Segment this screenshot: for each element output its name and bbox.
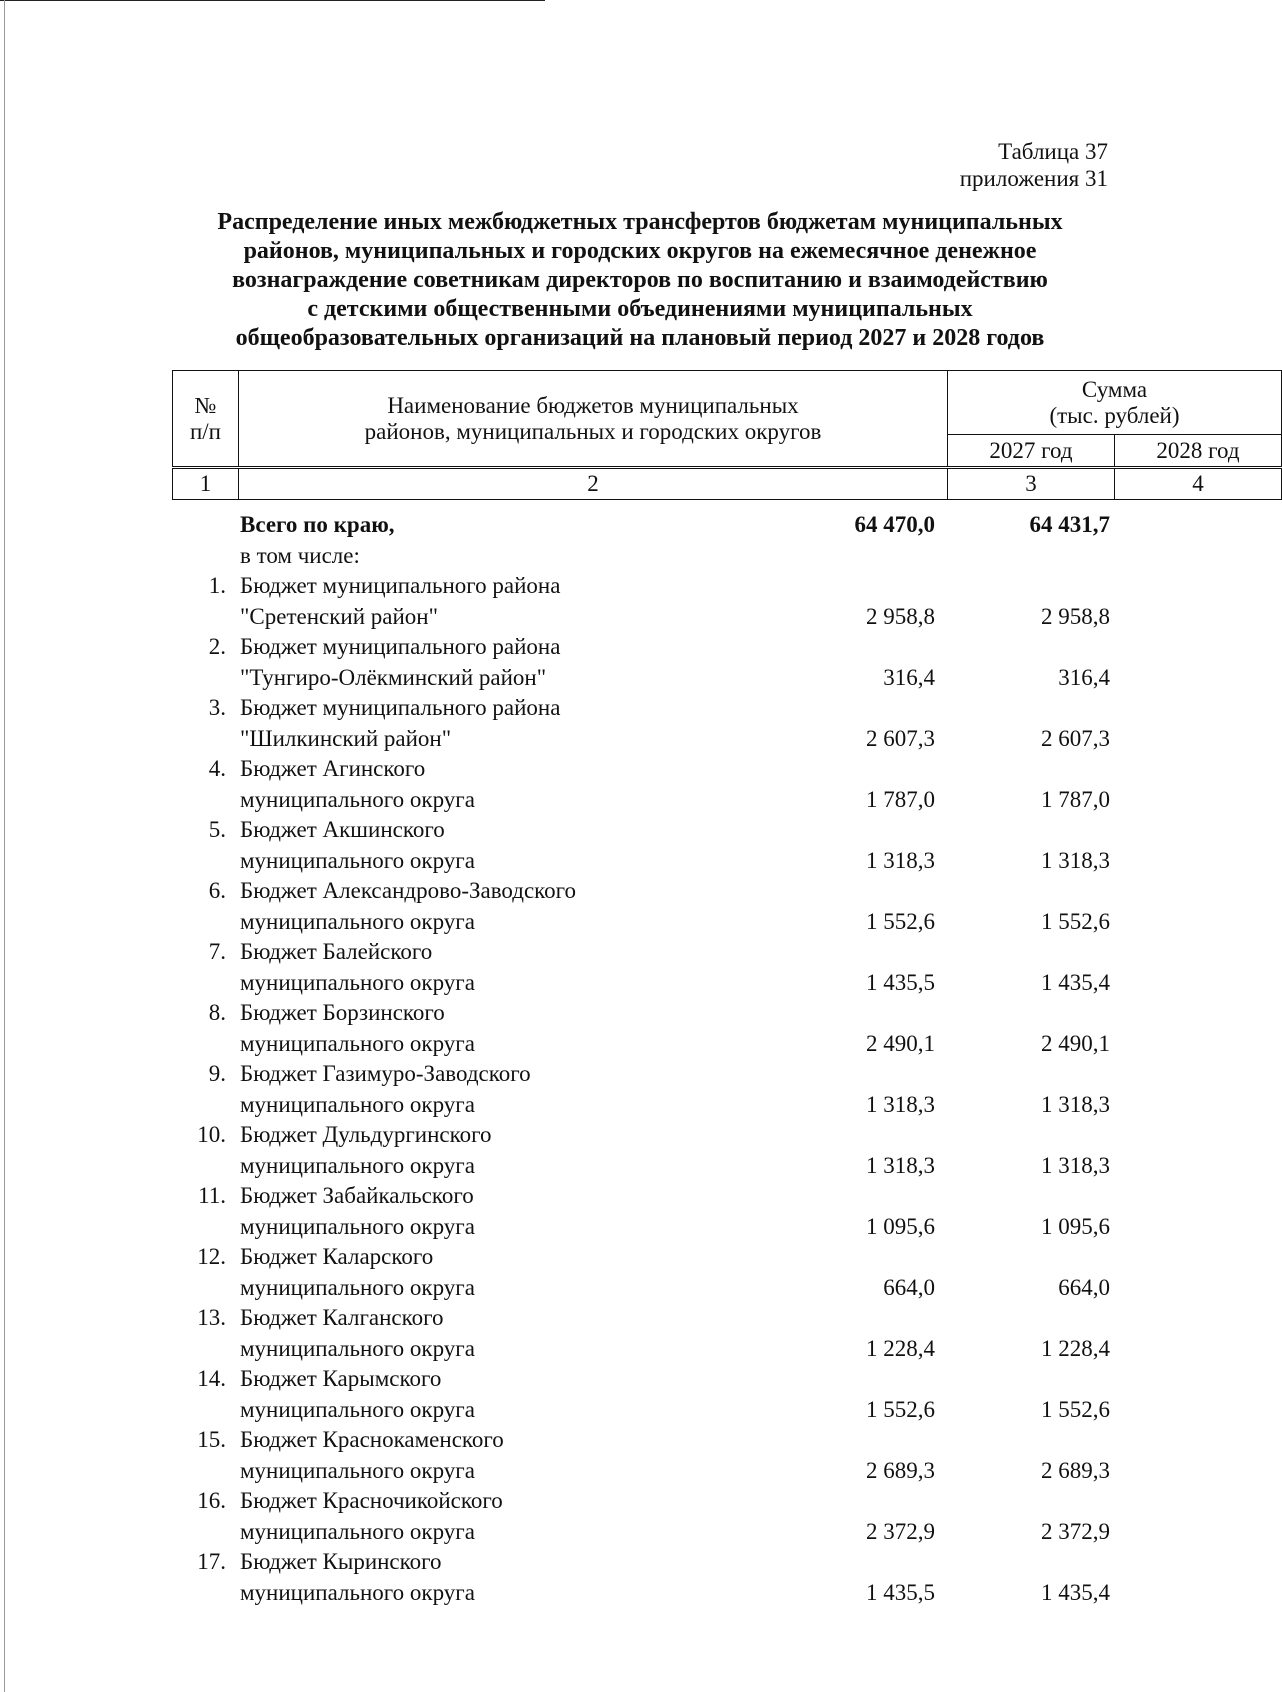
row-number: 4. — [208, 756, 226, 781]
column-number-row — [172, 468, 1204, 500]
row-name-line2: муниципального округа — [240, 1213, 475, 1239]
row-value-2028: 1 552,6 — [1041, 908, 1110, 934]
header-sum-unit: (тыс. рублей) — [1049, 402, 1180, 428]
title-line: общеобразовательных организаций на плановый период 2027 и 2028 годов — [235, 325, 1045, 351]
row-number: 6. — [208, 878, 226, 903]
row-value-2027: 2 372,9 — [866, 1518, 935, 1544]
table-row — [172, 1364, 1110, 1425]
row-name-line1: Бюджет Акшинского — [240, 817, 445, 842]
row-number: 11. — [198, 1183, 226, 1208]
table-row — [172, 754, 1110, 815]
row-value-2027: 2 689,3 — [866, 1457, 935, 1483]
row-name-line1: Бюджет Газимуро-Заводского — [240, 1061, 531, 1086]
row-name-line1: Бюджет Балейского — [240, 939, 433, 964]
row-name-line1: Бюджет муниципального района — [240, 695, 561, 720]
row-number: 5. — [208, 817, 226, 842]
row-name-line1: Бюджет Калганского — [240, 1305, 444, 1330]
total-value-2027: 64 470,0 — [854, 512, 935, 537]
row-value-2027: 1 787,0 — [866, 786, 935, 812]
header-name-line1: Наименование бюджетов муниципальных — [387, 392, 799, 418]
table-row — [172, 571, 1110, 632]
row-value-2027: 2 958,8 — [866, 603, 935, 629]
row-value-2028: 316,4 — [1058, 664, 1110, 690]
row-name-line1: Бюджет Александрово-Заводского — [240, 878, 577, 903]
row-value-2028: 1 435,4 — [1041, 969, 1110, 995]
row-value-2028: 1 552,6 — [1041, 1396, 1110, 1422]
row-name-line2: муниципального округа — [240, 847, 475, 873]
row-name-line2: "Сретенский район" — [240, 603, 438, 629]
row-value-2028: 1 318,3 — [1041, 847, 1110, 873]
table-row — [172, 1242, 1110, 1303]
table-header — [172, 370, 1240, 468]
row-value-2027: 1 095,6 — [866, 1213, 935, 1239]
row-value-2027: 1 318,3 — [866, 1091, 935, 1117]
row-number: 12. — [197, 1244, 226, 1269]
row-value-2028: 1 228,4 — [1041, 1335, 1110, 1361]
row-value-2027: 664,0 — [883, 1274, 935, 1300]
total-row — [172, 510, 1110, 541]
column-number: 4 — [1114, 468, 1282, 500]
column-number: 3 — [947, 468, 1115, 500]
total-value-2028: 64 431,7 — [1029, 512, 1110, 537]
row-number: 3. — [208, 695, 226, 720]
document-title — [160, 208, 1120, 353]
row-name-line2: муниципального округа — [240, 1152, 475, 1178]
table-row — [172, 1547, 1110, 1608]
row-value-2027: 1 228,4 — [866, 1335, 935, 1361]
table-row — [172, 815, 1110, 876]
row-value-2028: 2 490,1 — [1041, 1030, 1110, 1056]
row-number: 13. — [197, 1305, 226, 1330]
table-reference — [960, 138, 1108, 192]
row-value-2027: 1 435,5 — [866, 1579, 935, 1605]
table-row — [172, 1425, 1110, 1486]
title-line: районов, муниципальных и городских округов на ежемесячное денежное — [243, 238, 1037, 264]
row-number: 16. — [197, 1488, 226, 1513]
table-number: Таблица 37 — [998, 139, 1108, 164]
title-line: вознаграждение советникам директоров по воспитанию и взаимодействию — [232, 267, 1048, 293]
row-value-2027: 1 552,6 — [866, 908, 935, 934]
row-name-line2: муниципального округа — [240, 908, 475, 934]
table-row — [172, 1181, 1110, 1242]
row-value-2028: 1 787,0 — [1041, 786, 1110, 812]
row-name-line1: Бюджет Карымского — [240, 1366, 442, 1391]
table-row — [172, 1303, 1110, 1364]
row-value-2028: 2 958,8 — [1041, 603, 1110, 629]
row-name-line1: Бюджет Краснокаменского — [240, 1427, 504, 1452]
header-sum-label: Сумма — [1081, 376, 1148, 402]
table-row — [172, 693, 1110, 754]
row-name-line1: Бюджет Каларского — [240, 1244, 434, 1269]
table-row — [172, 876, 1110, 937]
row-number: 8. — [208, 1000, 226, 1025]
row-number: 9. — [208, 1061, 226, 1086]
row-name-line2: муниципального округа — [240, 1579, 475, 1605]
row-name-line1: Бюджет Агинского — [240, 756, 426, 781]
row-value-2028: 1 318,3 — [1041, 1091, 1110, 1117]
row-number: 10. — [197, 1122, 226, 1147]
page-edge-top — [0, 0, 545, 1]
row-name-line2: муниципального округа — [240, 1030, 475, 1056]
row-name-line2: муниципального округа — [240, 969, 475, 995]
row-value-2027: 1 552,6 — [866, 1396, 935, 1422]
header-number-abbr: п/п — [189, 418, 221, 444]
row-number: 7. — [208, 939, 226, 964]
row-name-line1: Бюджет Борзинского — [240, 1000, 445, 1025]
row-name-line2: муниципального округа — [240, 1518, 475, 1544]
row-name-line2: муниципального округа — [240, 1274, 475, 1300]
row-number: 15. — [197, 1427, 226, 1452]
table-row — [172, 632, 1110, 693]
row-value-2027: 1 318,3 — [866, 1152, 935, 1178]
row-number: 1. — [208, 573, 226, 598]
table-body — [172, 510, 1110, 1608]
column-number: 1 — [172, 468, 239, 500]
subtotal-note-row — [172, 541, 1110, 572]
including-label: в том числе: — [240, 542, 360, 568]
row-name-line1: Бюджет муниципального района — [240, 573, 561, 598]
row-value-2028: 2 372,9 — [1041, 1518, 1110, 1544]
header-sum-cell — [947, 370, 1282, 435]
row-name-line2: муниципального округа — [240, 1335, 475, 1361]
header-number-symbol: № — [194, 392, 217, 418]
row-name-line2: муниципального округа — [240, 1091, 475, 1117]
row-name-line2: муниципального округа — [240, 786, 475, 812]
row-name-line2: муниципального округа — [240, 1396, 475, 1422]
header-year-2027: 2027 год — [947, 434, 1115, 467]
row-name-line2: "Тунгиро-Олёкминский район" — [240, 664, 547, 690]
header-year-2028: 2028 год — [1114, 434, 1282, 467]
page-edge-left — [4, 0, 5, 1692]
header-name-cell — [238, 370, 948, 467]
row-name-line1: Бюджет Забайкальского — [240, 1183, 474, 1208]
table-row — [172, 1059, 1110, 1120]
row-name-line1: Бюджет Кыринского — [240, 1549, 442, 1574]
row-value-2028: 664,0 — [1058, 1274, 1110, 1300]
row-value-2028: 1 318,3 — [1041, 1152, 1110, 1178]
row-value-2027: 316,4 — [883, 664, 935, 690]
row-value-2028: 2 689,3 — [1041, 1457, 1110, 1483]
row-name-line1: Бюджет муниципального района — [240, 634, 561, 659]
row-value-2028: 1 095,6 — [1041, 1213, 1110, 1239]
row-value-2027: 1 435,5 — [866, 969, 935, 995]
row-name-line2: "Шилкинский район" — [240, 725, 452, 751]
row-number: 17. — [197, 1549, 226, 1574]
row-number: 2. — [208, 634, 226, 659]
row-value-2028: 1 435,4 — [1041, 1579, 1110, 1605]
row-value-2027: 2 490,1 — [866, 1030, 935, 1056]
row-value-2028: 2 607,3 — [1041, 725, 1110, 751]
header-name-line2: районов, муниципальных и городских округов — [364, 418, 822, 444]
header-number-cell — [172, 370, 239, 467]
table-row — [172, 998, 1110, 1059]
row-name-line2: муниципального округа — [240, 1457, 475, 1483]
total-label: Всего по краю, — [240, 512, 395, 537]
row-name-line1: Бюджет Дульдургинского — [240, 1122, 492, 1147]
table-row — [172, 1120, 1110, 1181]
title-line: с детскими общественными объединениями муниципальных — [307, 296, 973, 322]
row-value-2027: 2 607,3 — [866, 725, 935, 751]
table-row — [172, 1486, 1110, 1547]
row-name-line1: Бюджет Красночикойского — [240, 1488, 503, 1513]
row-number: 14. — [197, 1366, 226, 1391]
title-line: Распределение иных межбюджетных трансфертов бюджетам муниципальных — [217, 209, 1063, 235]
row-value-2027: 1 318,3 — [866, 847, 935, 873]
appendix-number: приложения 31 — [959, 166, 1108, 191]
table-row — [172, 937, 1110, 998]
column-number: 2 — [238, 468, 948, 500]
